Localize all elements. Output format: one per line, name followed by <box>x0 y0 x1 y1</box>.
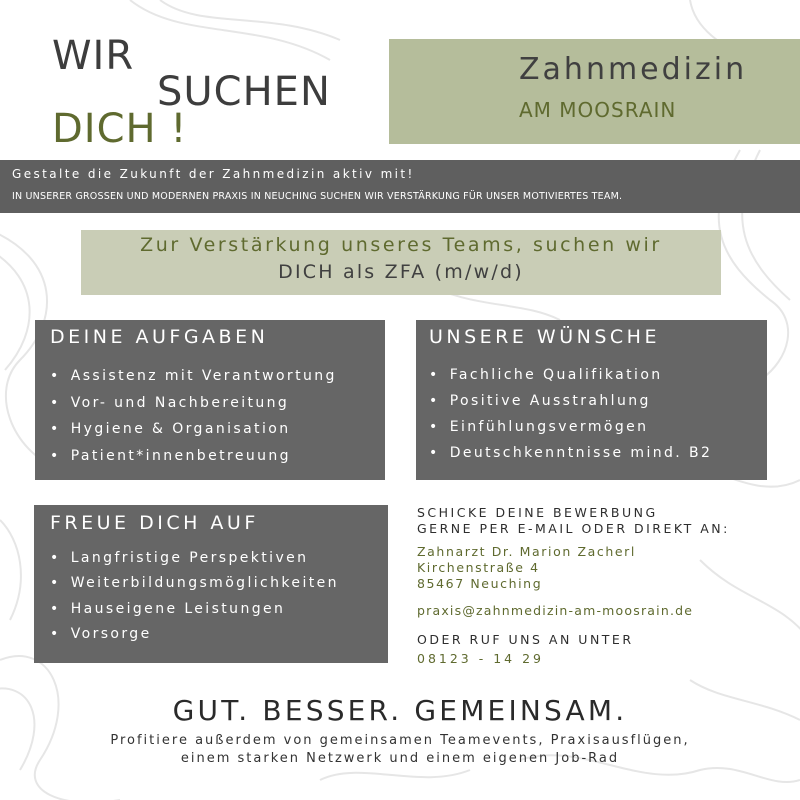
role-line-1: Zur Verstärkung unseres Teams, suchen wir <box>140 234 662 256</box>
benefits-title: FREUE DICH AUF <box>50 512 259 534</box>
role-line-2: DICH als ZFA (m/w/d) <box>278 261 524 283</box>
wishes-title: UNSERE WÜNSCHE <box>429 326 660 348</box>
contact-email-link[interactable]: praxis@zahnmedizin-am-moosrain.de <box>417 603 694 618</box>
list-item: • Vorsorge <box>50 626 339 651</box>
list-item: • Hauseigene Leistungen <box>50 601 339 626</box>
tasks-list <box>50 368 337 474</box>
apply-heading-1: SCHICKE DEINE BEWERBUNG <box>417 505 658 520</box>
intro-line-2: IN UNSERER GROSSEN UND MODERNEN PRAXIS IN NEUCHING SUCHEN WIR VERSTÄRKUNG FÜR UNSER MOTIVIERTES TEAM. <box>12 191 623 202</box>
headline-suchen: SUCHEN <box>157 69 331 115</box>
contact-city: 85467 Neuching <box>417 576 543 591</box>
headline-wir: WIR <box>52 33 135 79</box>
list-item: • Langfristige Perspektiven <box>50 550 339 575</box>
list-item: • Vor- und Nachbereitung <box>50 395 337 422</box>
list-item: • Assistenz mit Verantwortung <box>50 368 337 395</box>
contact-street: Kirchenstraße 4 <box>417 560 540 575</box>
call-label: ODER RUF UNS AN UNTER <box>417 632 634 647</box>
list-item: • Fachliche Qualifikation <box>429 367 712 393</box>
intro-line-1: Gestalte die Zukunft der Zahnmedizin aktiv mit! <box>12 167 415 181</box>
tasks-title: DEINE AUFGABEN <box>50 326 269 348</box>
list-item: • Weiterbildungsmöglichkeiten <box>50 575 339 600</box>
list-item: • Hygiene & Organisation <box>50 421 337 448</box>
slogan: GUT. BESSER. GEMEINSAM. <box>172 694 628 727</box>
footer-line-2: einem starken Netzwerk und einem eigenen Job-Rad <box>180 751 620 766</box>
phone-link[interactable]: 08123 - 14 29 <box>417 651 545 666</box>
list-item: • Einfühlungsvermögen <box>429 419 712 445</box>
list-item: • Positive Ausstrahlung <box>429 393 712 419</box>
list-item: • Patient*innenbetreuung <box>50 448 337 475</box>
brand-subtitle: AM MOOSRAIN <box>519 98 677 122</box>
wishes-list <box>429 367 712 471</box>
apply-heading-2: GERNE PER E-MAIL ODER DIREKT AN: <box>417 521 730 536</box>
benefits-list <box>50 550 339 651</box>
headline-dich: DICH ! <box>52 106 188 152</box>
brand-name: Zahnmedizin <box>519 52 748 87</box>
footer-line-1: Profitiere außerdem von gemeinsamen Teamevents, Praxisausflügen, <box>110 733 690 748</box>
contact-name: Zahnarzt Dr. Marion Zacherl <box>417 544 636 559</box>
list-item: • Deutschkenntnisse mind. B2 <box>429 445 712 471</box>
